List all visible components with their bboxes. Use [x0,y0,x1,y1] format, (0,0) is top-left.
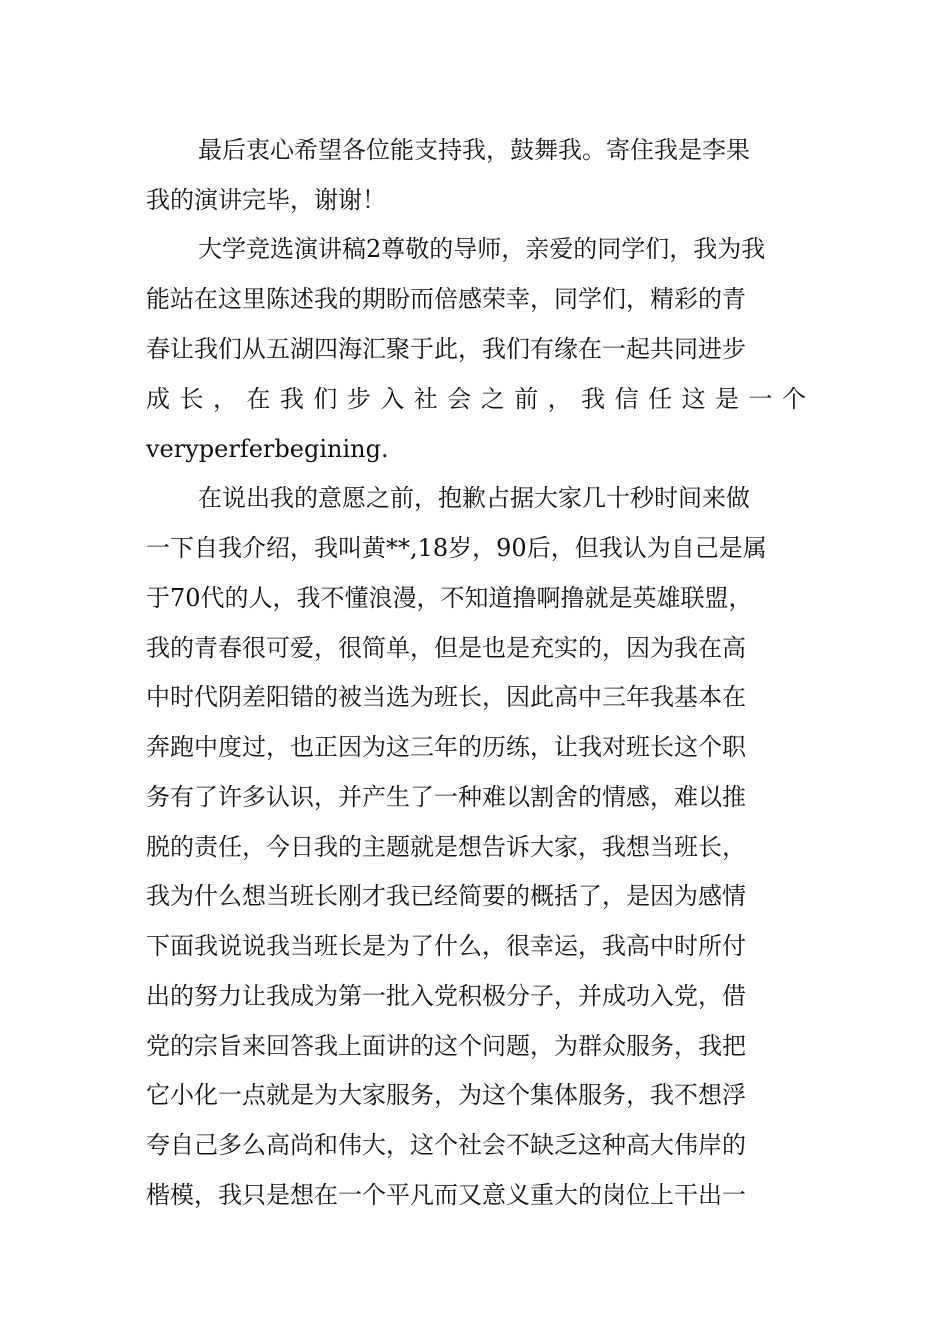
text-line: 在说出我的意愿之前，抱歉占据大家几十秒时间来做 [198,484,750,512]
text-line: 它小化一点就是为大家服务，为这个集体服务，我不想浮 [146,1081,746,1109]
text-line: 我的演讲完毕，谢谢！ [146,186,386,214]
text-line: 下面我说说我当班长是为了什么，很幸运，我高中时所付 [146,932,746,960]
text-line: 成长，在我们步入社会之前，我信任这是一个 [146,385,806,413]
text-line: 于70代的人，我不懂浪漫，不知道撸啊撸就是英雄联盟， [146,584,753,612]
text-line: 奔跑中度过，也正因为这三年的历练，让我对班长这个职 [146,733,746,761]
text-line: 夸自己多么高尚和伟大，这个社会不缺乏这种高大伟岸的 [146,1131,746,1159]
text-line: 春让我们从五湖四海汇聚于此，我们有缘在一起共同进步 [146,335,746,363]
text-line: 我的青春很可爱，很简单，但是也是充实的，因为我在高 [146,634,746,662]
text-line: 楷模，我只是想在一个平凡而又意义重大的岗位上干出一 [146,1181,746,1209]
text-line: 能站在这里陈述我的期盼而倍感荣幸，同学们，精彩的青 [146,285,746,313]
text-line: 脱的责任，今日我的主题就是想告诉大家，我想当班长， [146,833,746,861]
text-line: 我为什么想当班长刚才我已经简要的概括了，是因为感情 [146,882,746,910]
text-line: 最后衷心希望各位能支持我，鼓舞我。寄住我是李果 [198,136,750,164]
text-line: 党的宗旨来回答我上面讲的这个问题，为群众服务，我把 [146,1032,746,1060]
text-line: 一下自我介绍，我叫黄**,18岁，90后，但我认为自己是属 [146,534,767,562]
text-line: veryperferbegining. [146,435,389,463]
text-line: 出的努力让我成为第一批入党积极分子，并成功入党，借 [146,982,746,1010]
text-line: 中时代阴差阳错的被当选为班长，因此高中三年我基本在 [146,683,746,711]
text-line: 务有了许多认识，并产生了一种难以割舍的情感，难以推 [146,783,746,811]
text-line: 大学竞选演讲稿2尊敬的导师，亲爱的同学们，我为我 [198,235,766,263]
